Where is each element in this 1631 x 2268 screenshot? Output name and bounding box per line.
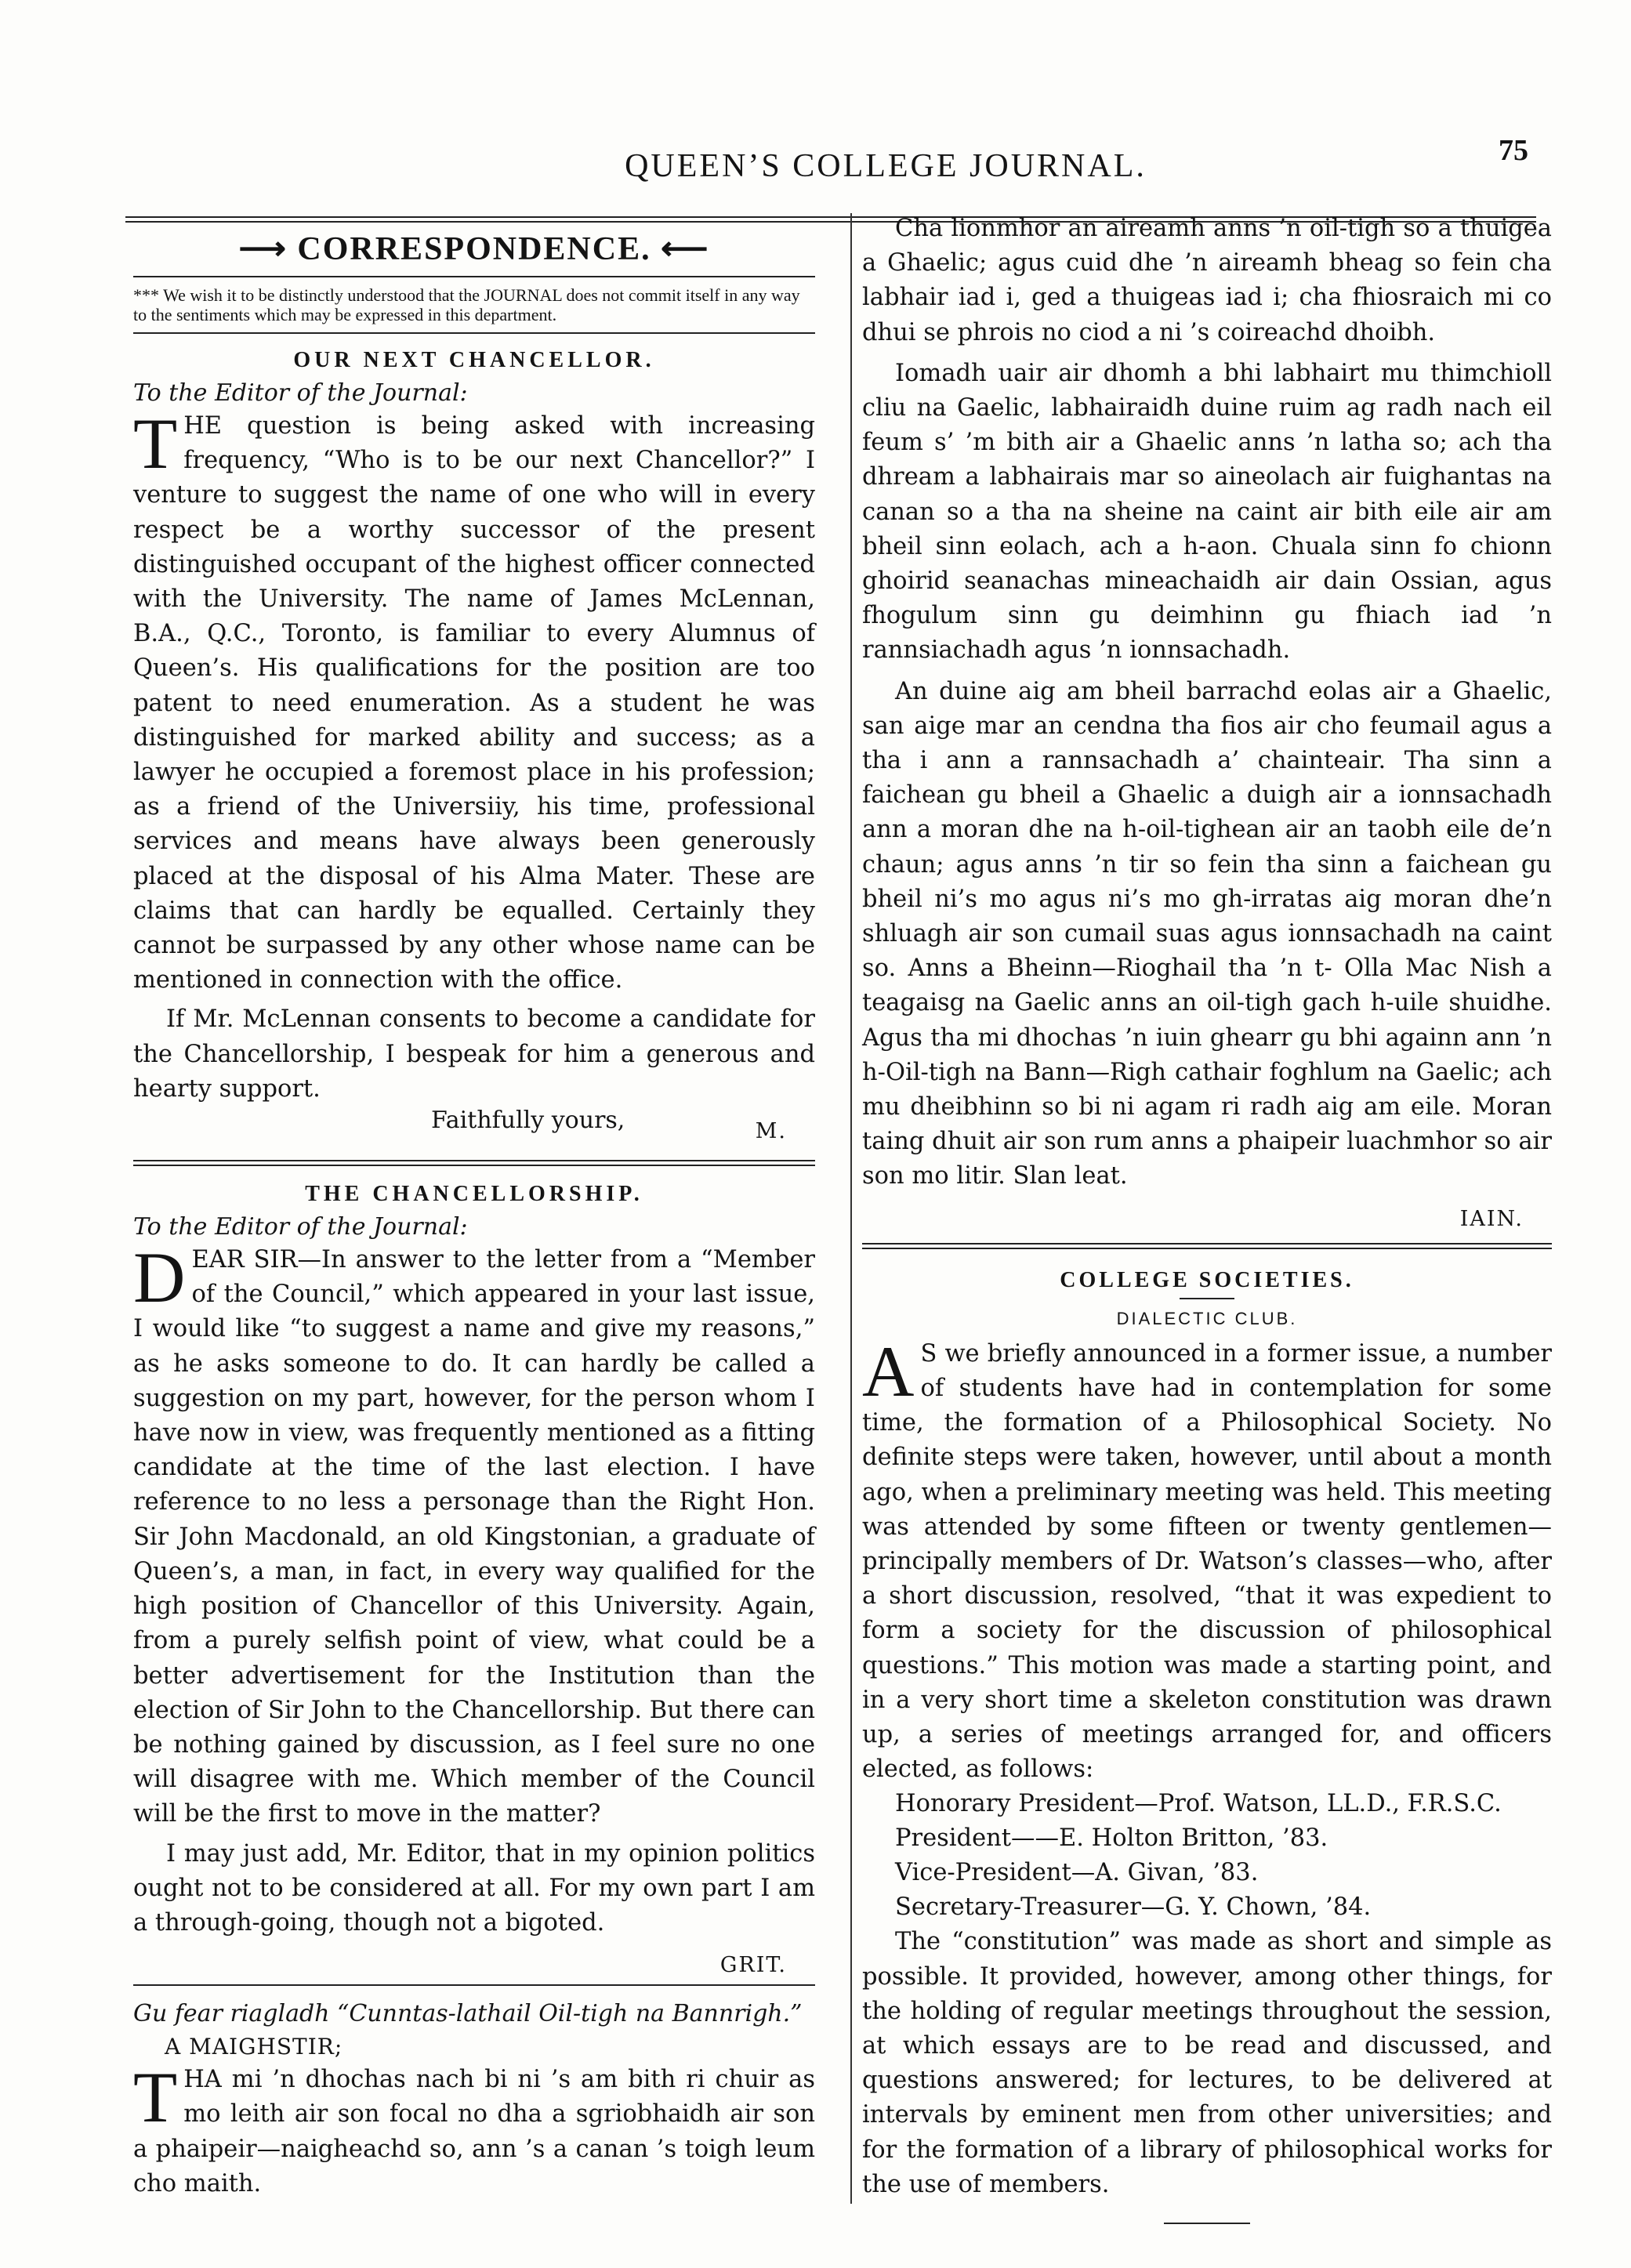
ornament-left-icon: ⟶ bbox=[238, 231, 298, 267]
heading-rule bbox=[1180, 1298, 1234, 1299]
officer-entry: Secretary-Treasurer—G. Y. Chown, ’84. bbox=[895, 1893, 1372, 1922]
banner-rule bbox=[133, 276, 815, 277]
letter-body: THE question is being asked with increasing frequency, “Who is to be our next Chancellor?” I venture to suggest the name of one who will in every respect be a worthy successor of the present distinguished occupant of the highest officer connected with the University. The name of James McLennan, B.A., Q.C., Toronto, is familiar to every Alumnus of Queen’s. His qualifications for the position are too patent to need enumeration. As a student he was distinguished for marked ability and success; as a lawyer he occupied a foremost place in his profession; as a friend of the Universiiy, his time, professional services and means have always been generously placed at the disposal of his Alma Mater. These are claims that can hardly be equalled. Certainly they cannot be surpassed by any other whose name can be mentioned in connection with the office. bbox=[133, 404, 815, 995]
letter-signoff bbox=[133, 1940, 815, 1978]
officer-entry: Vice-President—A. Givan, ’83. bbox=[895, 1859, 1259, 1887]
section-rule bbox=[133, 1160, 815, 1161]
disclaimer-rule bbox=[133, 332, 815, 334]
letter-signature: IAIN. bbox=[1459, 1206, 1524, 1231]
page-number: 75 bbox=[1499, 134, 1528, 167]
letter-signoff bbox=[862, 1194, 1552, 1229]
letter-salutation: To the Editor of the Journal: bbox=[133, 379, 468, 407]
societies-heading: COLLEGE SOCIETIES. bbox=[1060, 1267, 1354, 1292]
section-rule bbox=[133, 1984, 815, 1986]
left-column bbox=[133, 227, 815, 2201]
letter-heading: THE CHANCELLORSHIP. bbox=[305, 1182, 643, 1207]
drop-cap: A bbox=[862, 1331, 915, 1411]
column-divider bbox=[850, 213, 852, 2204]
letter-paragraph: Cha lionmhor an aireamh anns ’n oil-tigh so a thuigea a Ghaelic; agus cuid dhe ’n aireamh bheag so fein cha labhair iad i, ged a thuigeas iad i; cha fhiosraich mi co dhui se phrois no ciod a ni ’s coireachd dhoibh. bbox=[862, 215, 1552, 346]
running-head bbox=[125, 134, 1615, 194]
letter-signature: M. bbox=[755, 1119, 787, 1144]
letter-closing: Faithfully yours, bbox=[431, 1107, 625, 1135]
editorial-disclaimer: *** We wish it to be distinctly understood that the JOURNAL does not commit itself in any way to the sentiments which may be expressed in this department. bbox=[133, 285, 800, 324]
letter-body: DEAR SIR—In answer to the letter from a “Member of the Council,” which appeared in your last issue, I would like “to suggest a name and give my reasons,” as he asks someone to do. It can hardly be called a suggestion on my part, however, for the person whom I have now in view, was frequently mentioned as a fitting candidate at the time of the last election. I have reference to no less a personage than the Right Hon. Sir John Macdonald, an old Kingstonian, a graduate of Queen’s, a man, in fact, in every way qualified for the high position of Chancellor of this University. Again, from a purely selfish point of view, what could be a better advertisement for the Institution than the election of Sir John to the Chancellorship. But there can be nothing gained by discussion, as I feel sure no one will disagree with me. Which member of the Council will be the first to move in the matter? bbox=[133, 1237, 815, 1828]
drop-cap: T bbox=[133, 2057, 178, 2138]
end-rule bbox=[1164, 2223, 1250, 2224]
letter-signature: GRIT. bbox=[719, 1953, 787, 1978]
section-rule bbox=[862, 1243, 1552, 1245]
drop-cap: T bbox=[133, 404, 178, 484]
club-subheading: DIALECTIC CLUB. bbox=[1116, 1308, 1298, 1328]
ornament-right-icon: ⟵ bbox=[651, 231, 710, 267]
journal-title: QUEEN’S COLLEGE JOURNAL. bbox=[625, 148, 1147, 184]
letter-signoff bbox=[133, 1107, 815, 1144]
right-column bbox=[862, 212, 1552, 2224]
society-paragraph: The “constitution” was made as short and simple as possible. It provided, however, among other things, for the holding of regular meetings throughout the session, at which essays are to be read and discussed, and questions answered; for lectures, to be delivered at intervals by eminent men from other universities; and for the formation of a library of philosophical works for the use of members. bbox=[862, 1928, 1552, 2198]
correspondence-banner: ⟶ CORRESPONDENCE. ⟵ bbox=[238, 231, 710, 267]
letter-paragraph: Iomadh uair air dhomh a bhi labhairt mu thimchioll cliu na Gaelic, labhairaidh duine ruim ag radh nach eil feum s’ ’m bith air a Ghaelic anns ’n latha so; ach tha dhream a labhairais mar so aineolach air fuighantas na canan so a tha na sheine na caint air bith eile air am bheil sinn eolach, ach a h-aon. Chuala sinn fo chionn ghoirid seanachas mineachaidh air dain Ossian, agus fhogulum sinn gu deimhinn gu fhiach iad ’n rannsiachadh agus ’n ionnsachadh. bbox=[862, 359, 1552, 665]
letter-body: THA mi ’n dhochas nach bi ni ’s am bith ri chuir as mo leith air son focal no dha a sgriobhaidh air son a phaipeir—naigheachd so, ann ’s a canan ’s toigh leum cho maith. bbox=[133, 2057, 815, 2197]
officer-entry: Honorary President—Prof. Watson, LL.D., F.R.S.C. bbox=[895, 1790, 1502, 1818]
drop-cap: D bbox=[133, 1237, 186, 1318]
letter-salutation: A MAIGHSTIR; bbox=[165, 2034, 343, 2060]
letter-paragraph: I may just add, Mr. Editor, that in my opinion politics ought not to be considered at all. For my own part I am a through-going, though not a bigoted. bbox=[133, 1839, 815, 1936]
letter-heading: OUR NEXT CHANCELLOR. bbox=[293, 348, 655, 372]
letter-salutation: To the Editor of the Journal: bbox=[133, 1213, 468, 1241]
letter-paragraph: An duine aig am bheil barrachd eolas air a Ghaelic, san aige mar an cendna tha fios air cho feumail agus a tha i ann a rannsachadh a’ chainteair. Tha sinn a faichean gu bheil a Ghaelic a duigh air a ionnsachadh ann a moran dhe na h-oil-tighean air an taobh eile de’n chaun; agus anns ’n tir so fein tha sinn a faichean gu bheil ni’s mo agus ni’s mo gh-irratas aig moran dhe’n shluagh air son cumail suas agus ionnsachadh na caint so. Anns a Bheinn—Rioghail tha ’n t- Olla Mac Nish a teagaisg na Gaelic anns an oil-tigh gach h-uile shuidhe. Agus tha mi dhochas ’n iuin ghearr gu bhi againn ann ’n h-Oil-tigh na Bann—Righ cathair foghlum na Gaelic; ach mu dheibhinn so bi ni agam ri radh aig am eile. Moran taing dhuit air son rum anns a phaipeir luachmhor so air son mo litir. Slan leat. bbox=[862, 677, 1552, 1190]
society-report: A S we briefly announced in a former issue, a number of students have had in contemplation for some time, the formation of a Philosophical Society. No definite steps were taken, however, until about a month ago, when a preliminary meeting was held. This meeting was attended by some fifteen or twenty gentlemen—principally members of Dr. Watson’s classes—who, after a short discussion, resolved, “that it was expedient to form a society for the discussion of philosophical questions.” This motion was made a starting point, and in a very short time a skeleton constitution was drawn up, a series of meetings arranged for, and officers elected, as follows: bbox=[862, 1331, 1552, 1784]
letter-paragraph: If Mr. McLennan consents to become a candidate for the Chancellorship, I bespeak for him a generous and hearty support. bbox=[133, 1005, 815, 1103]
gaelic-letter-title: Gu fear riagladh “Cunntas-lathail Oil-tigh na Bannrigh.” bbox=[133, 2000, 803, 2028]
officer-entry: President——E. Holton Britton, ’83. bbox=[895, 1824, 1328, 1853]
